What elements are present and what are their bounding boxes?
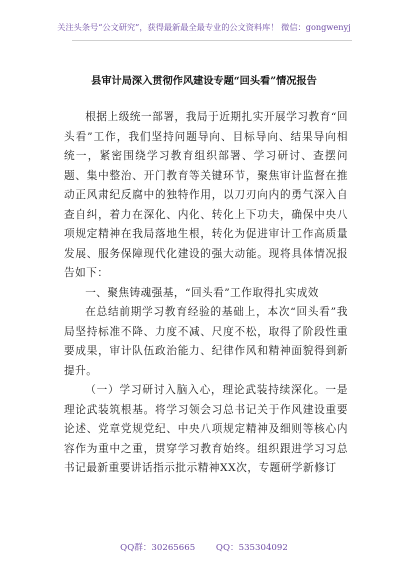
intro-paragraph: 根据上级统一部署，我局于近期扎实开展学习教育“回头看”工作，我们坚持问题导向、目标导向、结果导向相统一，紧密围绕学习教育组织部署、学习研讨、查摆问题、集中整治、开门教育等关键环节，聚焦审计监督在推动正风肃纪反腐中的独特作用，以刀刃向内的勇气深入自查自纠，着力在深化、内化、转化上下功夫，确保中央八项规定精神在我局落地生根，转化为促进审计工作高质量发展、服务保障现代化建设的强大动能。现将具体情况报告如下： xyxy=(64,111,348,279)
footer-qq-number: QQ：535304092 xyxy=(215,543,288,553)
subsection-1-paragraph: （一）学习研讨入脑入心，理论武装持续深化。一是理论武装筑根基。将学习领会习总书记关于作风建设重要论述、党章党规党纪、中央八项规定精神及细则等核心内容作为重中之重，贯穿学习教育始终。组织跟进学习习总书记最新重要讲话指示批示精神XX次，专题研学新修订 xyxy=(64,384,348,474)
header-watermark-text: 关注头条号“公文研究”，获得最新最全最专业的公文资料库！ 微信：gongwenyj xyxy=(57,22,351,32)
document-title: 县审计局深入贯彻作风建设专题“回头看”情况报告 xyxy=(91,75,317,87)
section-heading-1: 一、聚焦铸魂强基，“回头看”工作取得扎实成效 xyxy=(85,286,319,299)
header-divider xyxy=(72,40,352,41)
footer-contact xyxy=(0,541,408,553)
document-body xyxy=(64,108,348,479)
footer-qq-group: QQ群：30265665 xyxy=(120,543,196,553)
section-1-paragraph: 在总结前期学习教育经验的基础上，本次“回头看”我局坚持标准不降、力度不减、尺度不松，取得了阶段性重要成果，审计队伍政治能力、纪律作风和精神面貌得到新提升。 xyxy=(64,306,348,377)
